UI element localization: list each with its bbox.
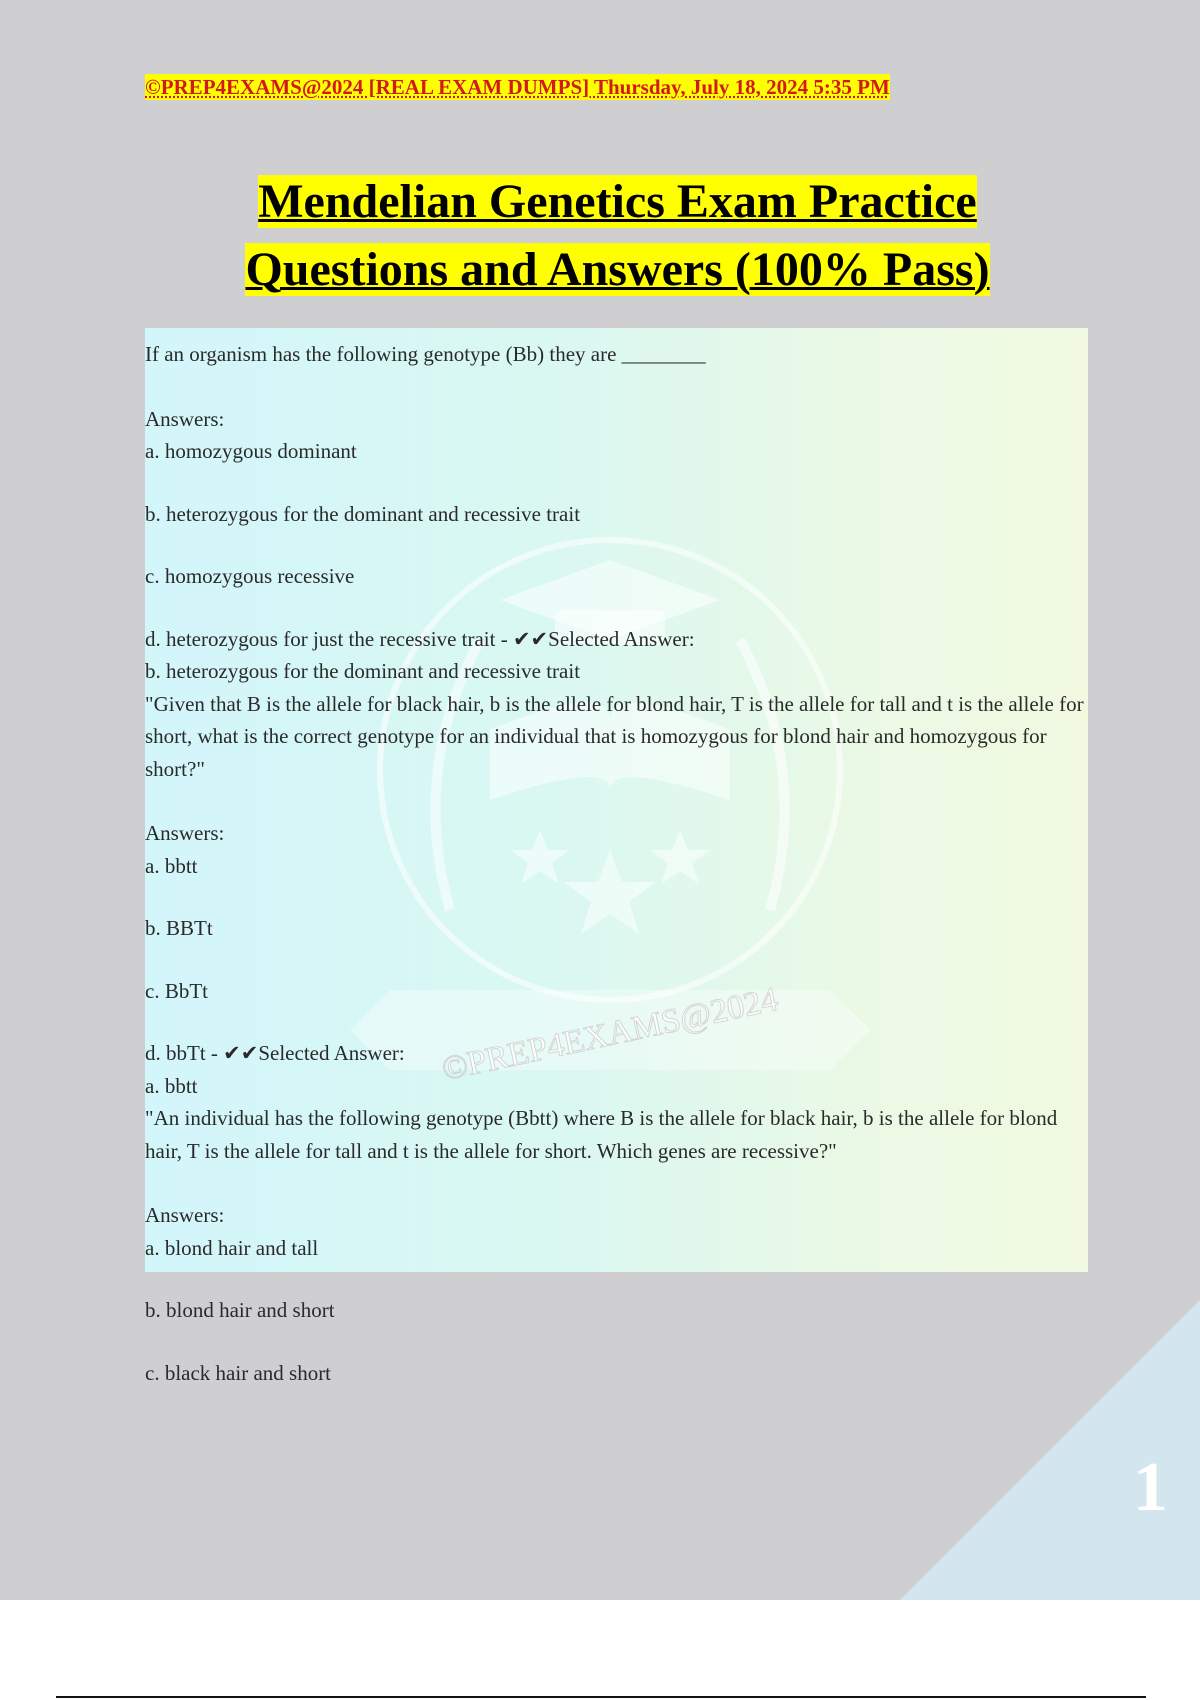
answer-option: c. black hair and short xyxy=(145,1360,332,1385)
question-prompt: "Given that B is the allele for black hair, b is the allele for blond hair, T is the allele for tall and t is the allele for short, what is the correct genotype for an individual that is homozygous for blond hair and homozygous for short?" xyxy=(145,691,1084,781)
answer-option: b. blond hair and short xyxy=(145,1298,335,1322)
question-list xyxy=(145,338,1095,1389)
title-line-1: Mendelian Genetics Exam Practice xyxy=(258,175,977,228)
answer-option: a. blond hair and tall xyxy=(145,1235,319,1260)
answer-option: b. BBTt xyxy=(145,916,213,940)
question-prompt: If an organism has the following genotype (Bb) they are ________ xyxy=(145,342,706,366)
answer-option: c. homozygous recessive xyxy=(145,564,355,588)
answer-option: a. bbtt xyxy=(145,853,198,878)
answer-option: d. heterozygous for just the recessive trait - ✔✔Selected Answer: xyxy=(145,626,695,651)
answer-option: d. bbTt - ✔✔Selected Answer: xyxy=(145,1041,405,1065)
page-title xyxy=(0,168,1200,304)
answers-label: Answers: xyxy=(145,821,225,845)
answer-option: a. homozygous dominant xyxy=(145,439,357,463)
title-line-2: Questions and Answers (100% Pass) xyxy=(245,243,990,296)
question-prompt: "An individual has the following genotype (Bbtt) where B is the allele for black hair, b is the allele for blond hair, T is the allele for tall and t is the allele for short. Which genes are recessive?" xyxy=(145,1106,1058,1163)
answer-option: b. heterozygous for the dominant and recessive trait xyxy=(145,501,581,526)
answers-label: Answers: xyxy=(145,406,225,431)
header-stamp: ©PREP4EXAMS@2024 [REAL EXAM DUMPS] Thursday, July 18, 2024 5:35 PM xyxy=(145,75,890,99)
answers-label: Answers: xyxy=(145,1203,225,1227)
bottom-divider xyxy=(56,1696,1146,1698)
answer-option: c. BbTt xyxy=(145,978,208,1003)
selected-answer: b. heterozygous for the dominant and recessive trait xyxy=(145,659,581,683)
selected-answer: a. bbtt xyxy=(145,1073,198,1098)
page-number: 1 xyxy=(1133,1449,1168,1526)
watermark-text: ©PREP4EXAMS@2024 xyxy=(438,980,782,1089)
